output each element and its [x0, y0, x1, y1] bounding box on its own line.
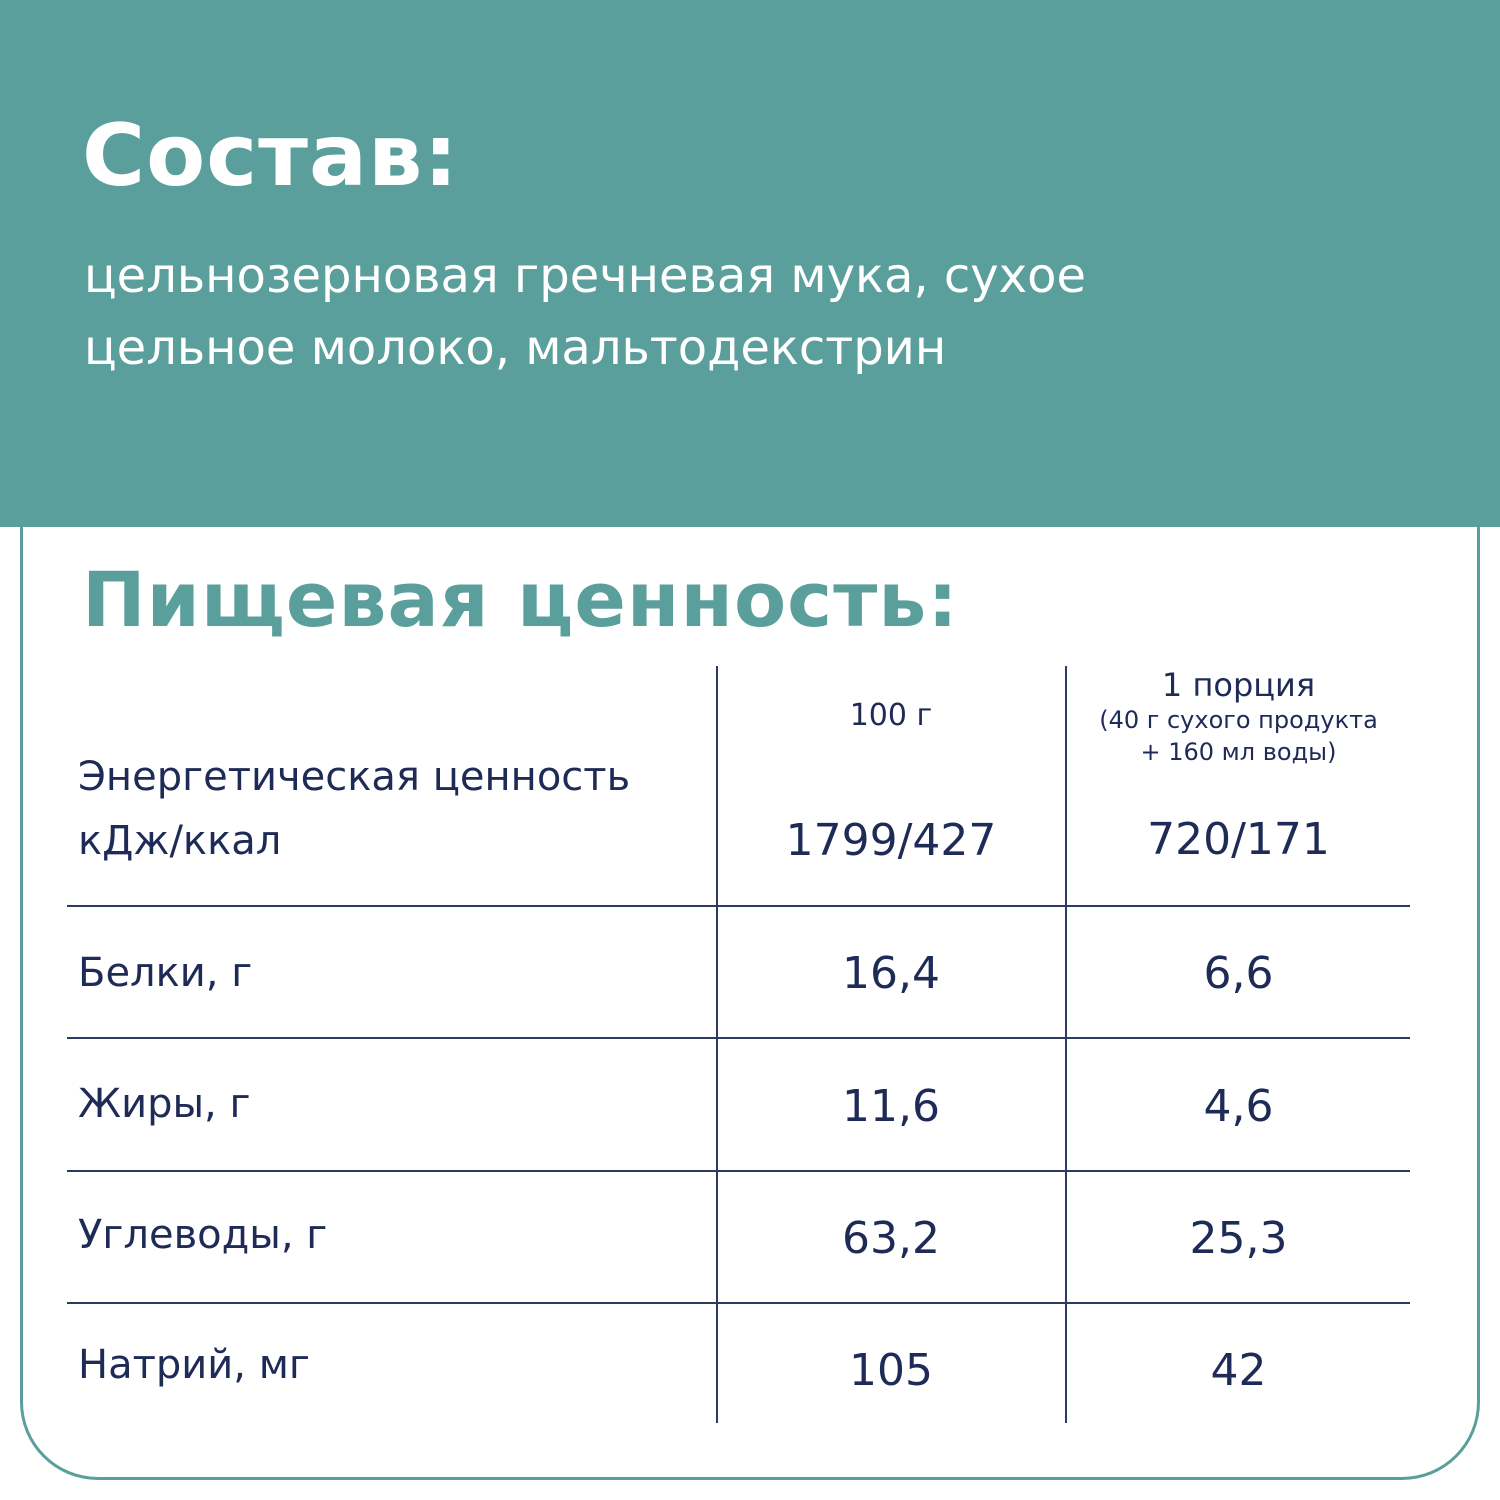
- table-column-divider-1: [716, 666, 718, 1423]
- column-header-portion-line-2: + 160 мл воды): [1140, 738, 1337, 766]
- cell-protein-portion: 6,6: [1203, 948, 1274, 999]
- cell-carbs-per100: 63,2: [842, 1213, 940, 1264]
- cell-sodium-portion: 42: [1210, 1345, 1267, 1396]
- row-label-protein: Белки, г: [78, 950, 253, 996]
- row-label-carbs: Углеводы, г: [78, 1212, 328, 1258]
- cell-energy-per100: 1799/427: [785, 815, 997, 866]
- cell-sodium-per100: 105: [849, 1345, 933, 1396]
- table-column-divider-2: [1065, 666, 1067, 1423]
- nutrition-title: Пищевая ценность:: [82, 555, 959, 644]
- cell-protein-per100: 16,4: [842, 948, 940, 999]
- column-header-portion-title: 1 порция: [1161, 666, 1316, 704]
- row-label-sodium: Натрий, мг: [78, 1342, 310, 1388]
- table-row-divider-3: [67, 1170, 1410, 1172]
- row-label-energy-line-1: Энергетическая ценность: [78, 754, 631, 800]
- cell-energy-portion: 720/171: [1147, 814, 1330, 865]
- column-header-portion-line-1: (40 г сухого продукта: [1099, 706, 1378, 734]
- composition-title: Состав:: [82, 106, 459, 206]
- row-label-energy: [78, 745, 630, 873]
- cell-fat-per100: 11,6: [842, 1081, 940, 1132]
- composition-line-2: цельное молоко, мальтодекстрин: [84, 320, 947, 376]
- column-header-100g: 100 г: [849, 698, 933, 733]
- cell-fat-portion: 4,6: [1203, 1081, 1274, 1132]
- cell-carbs-portion: 25,3: [1189, 1213, 1288, 1264]
- composition-text: [84, 240, 1086, 384]
- column-header-portion: [1066, 666, 1411, 768]
- row-label-energy-line-2: кДж/ккал: [78, 818, 282, 864]
- table-row-divider-1: [67, 905, 1410, 907]
- composition-line-1: цельнозерновая гречневая мука, сухое: [84, 248, 1086, 304]
- row-label-fat: Жиры, г: [78, 1081, 251, 1127]
- table-row-divider-2: [67, 1037, 1410, 1039]
- table-row-divider-4: [67, 1302, 1410, 1304]
